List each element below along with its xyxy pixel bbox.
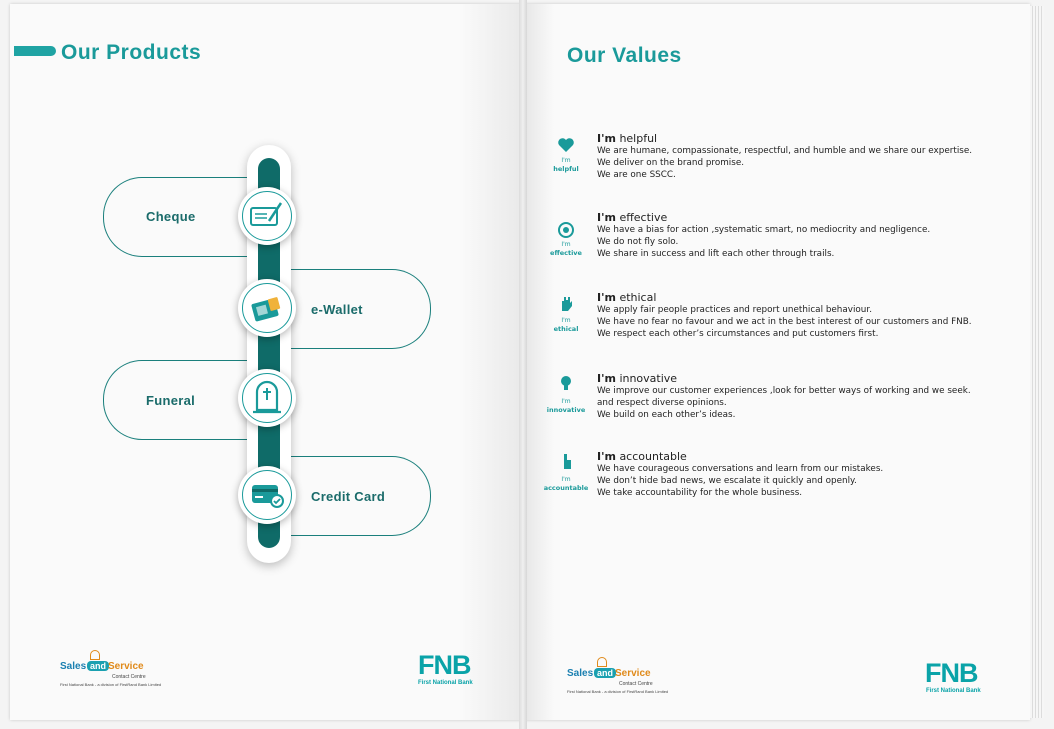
- right-page: [524, 4, 1030, 720]
- value-title: I'm effective: [597, 211, 668, 224]
- value-icon-im: I'm: [561, 398, 571, 405]
- product-label-cheque: Cheque: [146, 209, 196, 224]
- values-heading: Our Values: [567, 44, 682, 67]
- value-icon-label: accountable: [543, 484, 589, 492]
- credit-card-node: [238, 466, 296, 524]
- value-icon-label: helpful: [553, 165, 579, 173]
- value-line: We are humane, compassionate, respectful, and humble and we share our expertise.: [597, 146, 973, 156]
- heart-hands-icon: [556, 136, 576, 154]
- value-line: We respect each other’s circumstances and put customers first.: [597, 329, 879, 339]
- value-line: We apply fair people practices and report unethical behaviour.: [597, 305, 872, 315]
- value-icon-im: I'm: [561, 476, 571, 483]
- value-line: We are one SSCC.: [597, 170, 676, 180]
- value-title: I'm innovative: [597, 372, 678, 385]
- value-line: We have no fear no favour and we act in the best interest of our customers and FNB.: [597, 317, 972, 327]
- value-line: We have courageous conversations and learn from our mistakes.: [597, 464, 884, 474]
- lightbulb-icon: [556, 374, 576, 392]
- cheque-icon: [247, 196, 287, 236]
- sas-service-text: Service: [615, 668, 651, 679]
- pointing-hand-icon: [556, 452, 576, 470]
- ewallet-node: [238, 279, 296, 337]
- value-title: I'm helpful: [597, 132, 658, 145]
- funeral-node: [238, 369, 296, 427]
- value-icon-im: I'm: [561, 317, 571, 324]
- sas-service-text: Service: [108, 661, 144, 672]
- heading-accent-bar: [14, 46, 56, 56]
- product-label-credit-card: Credit Card: [311, 489, 386, 504]
- product-label-ewallet: e-Wallet: [311, 302, 363, 317]
- sas-division-text: First National Bank - a division of FirstRand Bank Limited: [60, 682, 162, 687]
- sas-division-text: First National Bank - a division of FirstRand Bank Limited: [567, 689, 669, 694]
- person-icon: [90, 650, 100, 660]
- value-line: We don’t hide bad news, we escalate it quickly and openly.: [597, 476, 857, 486]
- credit-card-icon: [247, 475, 287, 515]
- raised-hand-icon: [556, 294, 576, 312]
- value-icon-label: ethical: [553, 325, 579, 333]
- sas-contact-text: Contact Centre: [619, 681, 653, 687]
- value-line: and respect diverse opinions.: [597, 398, 727, 408]
- fnb-name-right: First National Bank: [926, 688, 981, 694]
- value-title: I'm accountable: [597, 450, 687, 463]
- tombstone-icon: [247, 378, 287, 418]
- value-line: We have a bias for action ,systematic smart, no mediocrity and negligence.: [597, 225, 931, 235]
- cheque-node: [238, 187, 296, 245]
- value-icon-label: effective: [550, 249, 582, 257]
- sas-contact-text: Contact Centre: [112, 674, 146, 680]
- target-icon: [556, 221, 576, 239]
- fnb-logo-right: FNB: [925, 658, 978, 688]
- value-line: We share in success and lift each other through trails.: [597, 249, 835, 259]
- sas-sales-text: Sales: [60, 661, 87, 672]
- value-title: I'm ethical: [597, 291, 657, 304]
- value-icon-im: I'm: [561, 241, 571, 248]
- book-gutter: [519, 0, 527, 729]
- product-label-funeral: Funeral: [146, 393, 196, 408]
- page-edges: [1030, 6, 1044, 718]
- fnb-name-left: First National Bank: [418, 680, 473, 686]
- value-icon-label: innovative: [546, 406, 586, 414]
- value-icon-im: I'm: [561, 157, 571, 164]
- wallet-icon: [247, 288, 287, 328]
- sas-sales-text: Sales: [567, 668, 594, 679]
- sas-and-text: and: [87, 661, 109, 671]
- value-line: We deliver on the brand promise.: [597, 158, 745, 168]
- value-line: We improve our customer experiences ,look for better ways of working and we seek.: [597, 386, 971, 396]
- person-icon: [597, 657, 607, 667]
- fnb-logo-left: FNB: [418, 650, 471, 680]
- sas-and-text: and: [594, 668, 616, 678]
- value-line: We do not fly solo.: [597, 237, 679, 247]
- value-line: We build on each other’s ideas.: [597, 410, 736, 420]
- value-line: We take accountability for the whole business.: [597, 488, 803, 498]
- products-heading: Our Products: [61, 41, 202, 64]
